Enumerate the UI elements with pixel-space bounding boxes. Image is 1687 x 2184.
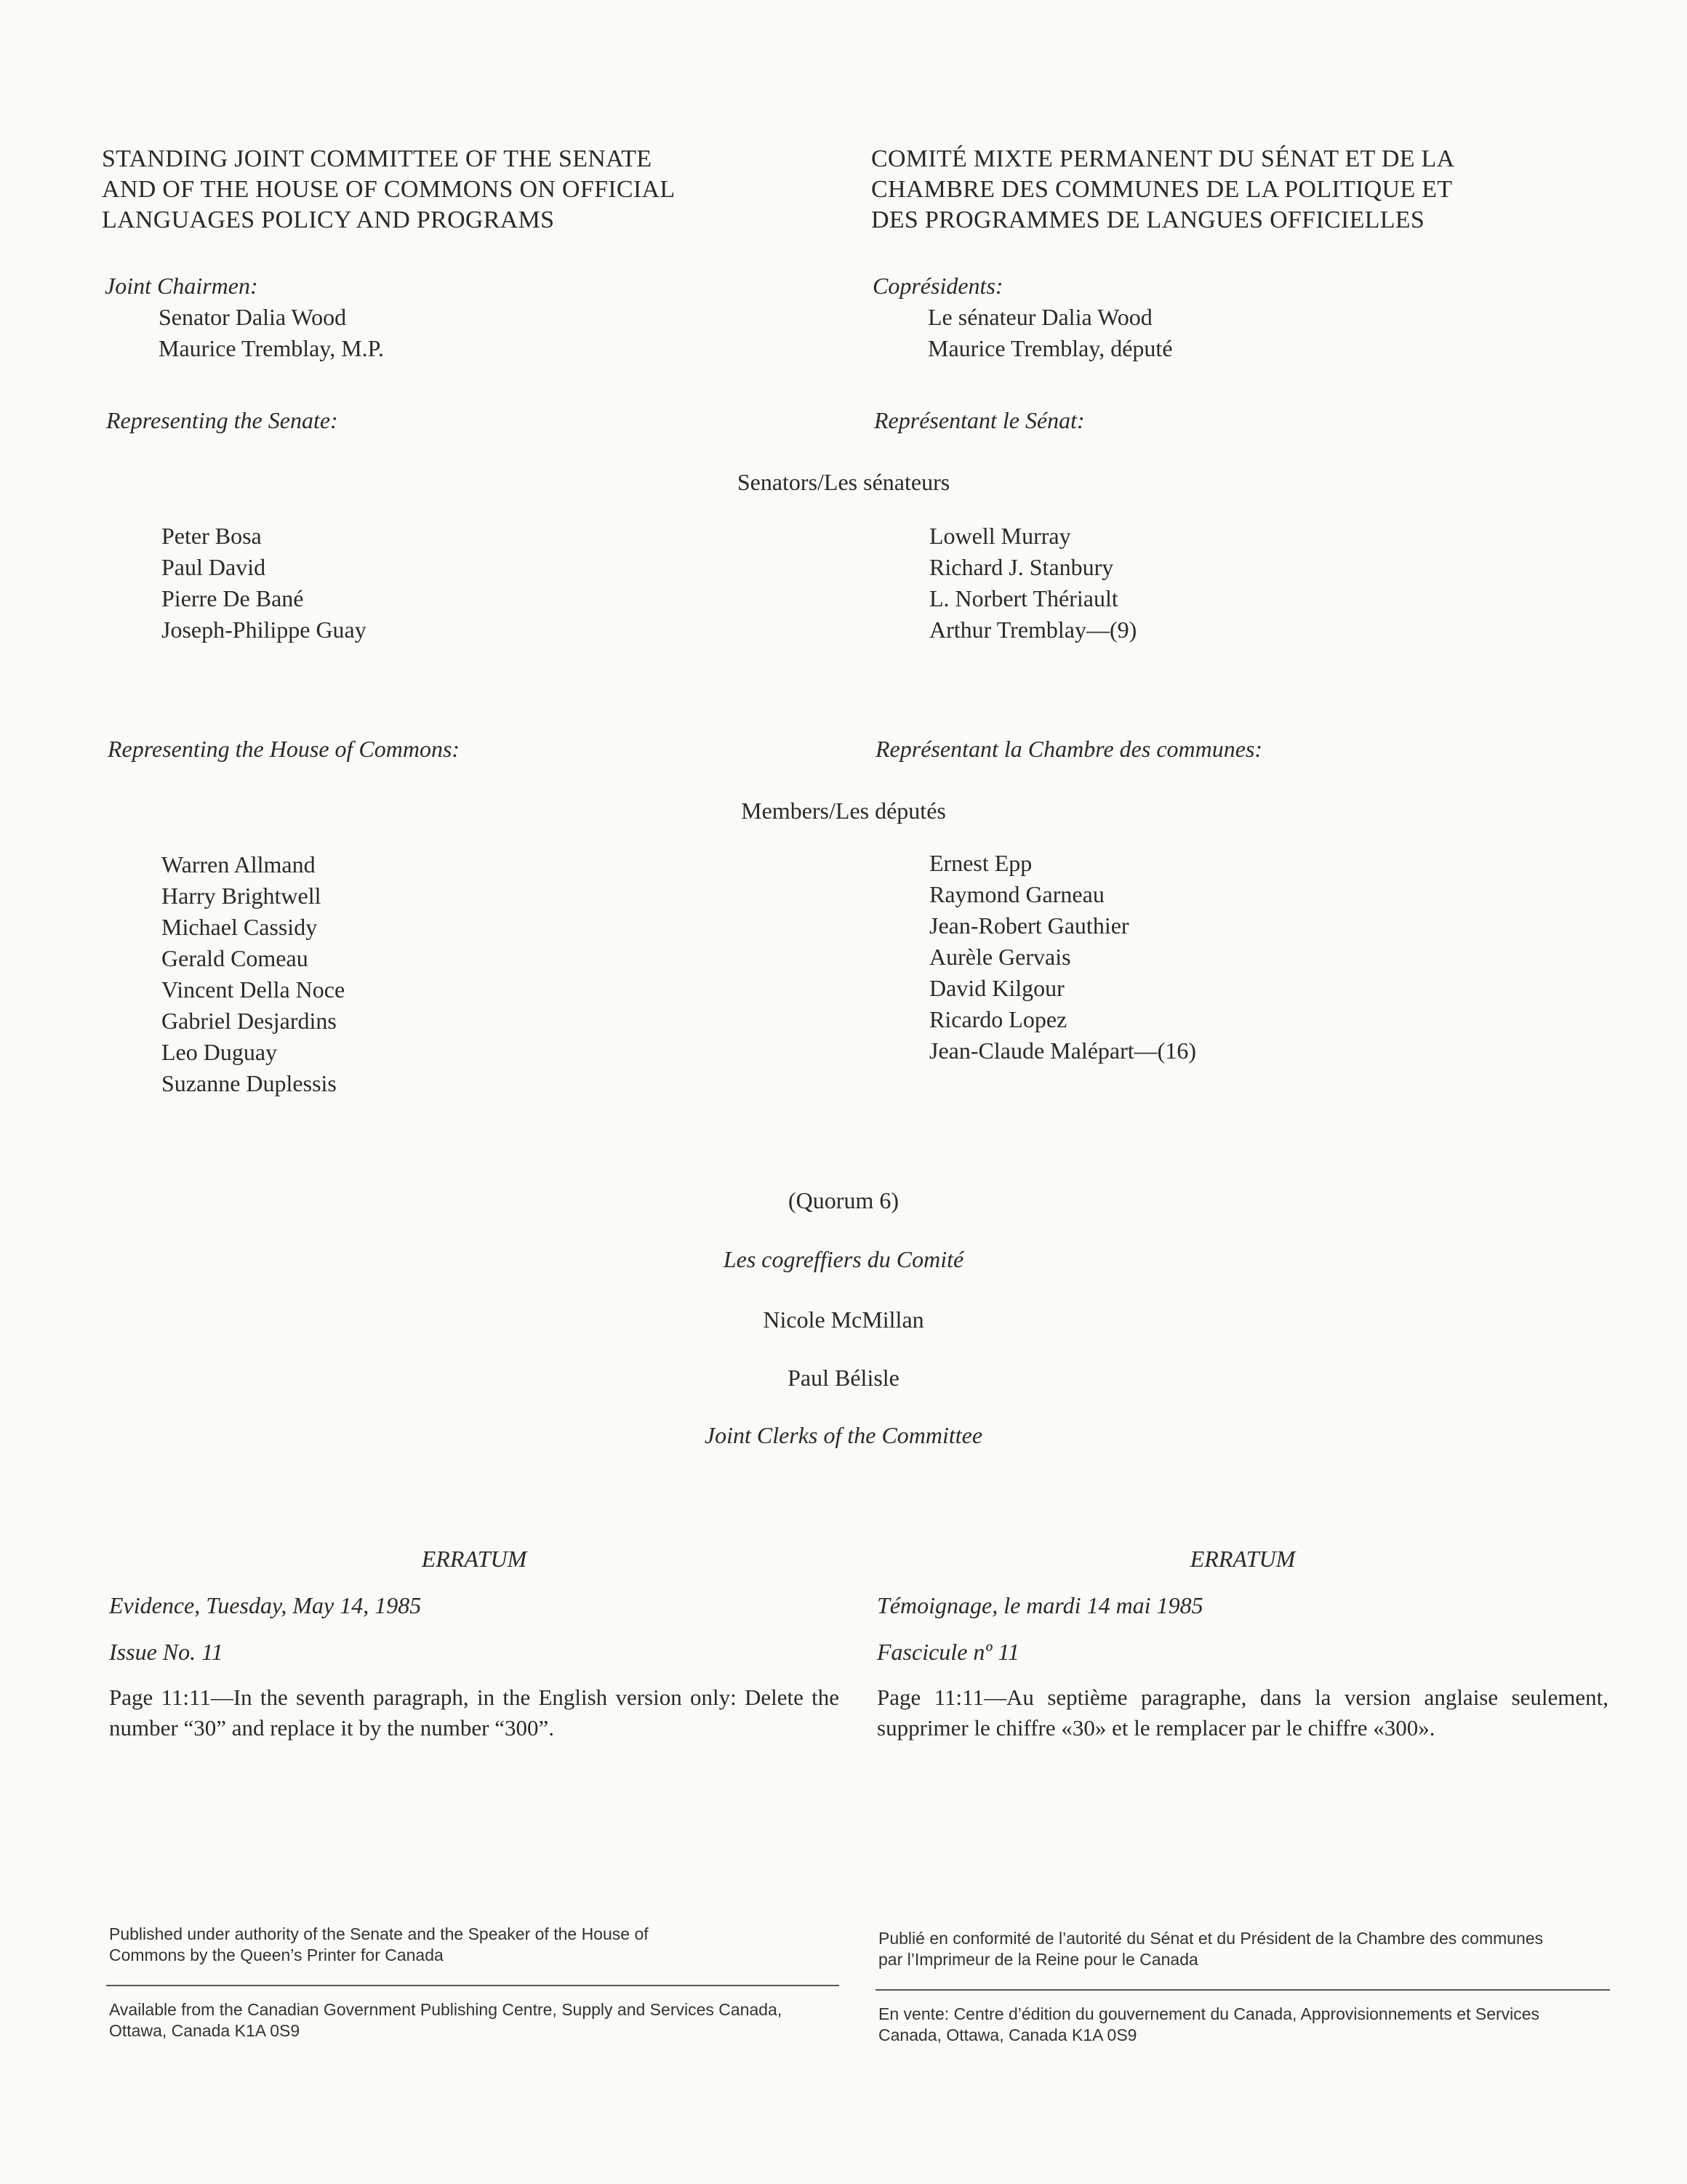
clerks-label-en: Joint Clerks of the Committee — [704, 1422, 983, 1448]
chair-name: Maurice Tremblay, M.P. — [159, 335, 384, 361]
members-heading: Members/Les députés — [741, 798, 946, 824]
list-item: Paul David — [161, 554, 266, 580]
erratum-line2-en: Issue No. 11 — [109, 1639, 223, 1665]
erratum-line2-fr: Fascicule nº 11 — [877, 1639, 1019, 1665]
members-right-list — [929, 848, 1196, 1067]
list-item: Aurèle Gervais — [929, 944, 1071, 970]
title-en-line: STANDING JOINT COMMITTEE OF THE SENATE — [102, 145, 652, 172]
list-item: Jean-Robert Gauthier — [929, 912, 1129, 939]
senate-label-en: Representing the Senate: — [106, 407, 338, 433]
list-item: Ernest Epp — [929, 850, 1033, 876]
chairs-fr — [928, 302, 1173, 364]
list-item: Michael Cassidy — [161, 914, 318, 940]
list-item: Warren Allmand — [161, 851, 316, 878]
list-item: Gabriel Desjardins — [161, 1008, 337, 1034]
list-item: Leo Duguay — [161, 1039, 278, 1065]
publisher-note-en: Published under authority of the Senate and the Speaker of the House of Commons by the Queen’s Printer for Canada — [109, 1924, 649, 1964]
clerk-name-1: Nicole McMillan — [763, 1306, 924, 1333]
title-fr-line: DES PROGRAMMES DE LANGUES OFFICIELLES — [871, 206, 1425, 233]
chair-name: Le sénateur Dalia Wood — [928, 304, 1153, 330]
commons-label-en: Representing the House of Commons: — [108, 736, 460, 762]
list-item: Joseph-Philippe Guay — [161, 617, 366, 643]
erratum-line1-en: Evidence, Tuesday, May 14, 1985 — [109, 1592, 422, 1618]
list-item: Ricardo Lopez — [929, 1006, 1067, 1032]
list-item: Suzanne Duplessis — [161, 1070, 337, 1096]
list-item: L. Norbert Thériault — [929, 585, 1118, 611]
chair-name: Senator Dalia Wood — [159, 304, 347, 330]
availability-note-en: Available from the Canadian Government Publishing Centre, Supply and Services Canada, Ottawa, Canada K1A 0S9 — [109, 2000, 782, 2040]
quorum: (Quorum 6) — [788, 1187, 899, 1213]
title-en — [102, 144, 829, 236]
clerks-label-fr: Les cogreffiers du Comité — [723, 1246, 964, 1272]
list-item: Lowell Murray — [929, 523, 1071, 549]
list-item: Peter Bosa — [161, 523, 262, 549]
list-item: Gerald Comeau — [161, 945, 308, 971]
footer-divider-fr — [875, 1989, 1610, 1991]
list-item: Harry Brightwell — [161, 883, 321, 909]
list-item: Raymond Garneau — [929, 881, 1105, 907]
clerk-name-2: Paul Bélisle — [788, 1365, 899, 1391]
availability-note-fr: En vente: Centre d’édition du gouvernement du Canada, Approvisionnements et Services Canada, Ottawa, Canada K1A 0S9 — [878, 2004, 1540, 2044]
senators-heading: Senators/Les sénateurs — [737, 469, 950, 495]
footer-divider-en — [106, 1985, 839, 1986]
senate-label-fr: Représentant le Sénat: — [874, 407, 1085, 433]
title-fr-line: CHAMBRE DES COMMUNES DE LA POLITIQUE ET — [871, 176, 1453, 203]
chairs-label-en: Joint Chairmen: — [105, 273, 258, 299]
erratum-text-fr: Page 11:11—Au septième paragraphe, dans la version anglaise seulement, supprimer le chiffre «30» et le remplacer par le chiffre «300». — [877, 1685, 1608, 1741]
senators-right-list — [929, 521, 1137, 646]
chairs-en — [159, 302, 384, 364]
erratum-title-en: ERRATUM — [421, 1546, 527, 1572]
title-en-line: AND OF THE HOUSE OF COMMONS ON OFFICIAL — [102, 176, 676, 203]
list-item: Vincent Della Noce — [161, 976, 345, 1003]
list-item: Pierre De Bané — [161, 585, 304, 611]
title-fr — [871, 144, 1627, 236]
publisher-note-fr: Publié en conformité de l’autorité du Sénat et du Président de la Chambre des communes par l’Imprimeur de la Reine pour le Canada — [878, 1929, 1544, 1969]
list-item: David Kilgour — [929, 975, 1065, 1001]
list-item: Richard J. Stanbury — [929, 554, 1114, 580]
erratum-text-en: Page 11:11—In the seventh paragraph, in the English version only: Delete the number “30” and replace it by the number “300”. — [109, 1685, 839, 1741]
title-fr-line: COMITÉ MIXTE PERMANENT DU SÉNAT ET DE LA — [871, 145, 1455, 172]
list-item: Jean-Claude Malépart—(16) — [929, 1037, 1196, 1064]
erratum-line1-fr: Témoignage, le mardi 14 mai 1985 — [877, 1592, 1203, 1618]
senators-left-list — [161, 521, 366, 646]
erratum-title-fr: ERRATUM — [1190, 1546, 1296, 1572]
chair-name: Maurice Tremblay, député — [928, 335, 1173, 361]
commons-label-fr: Représentant la Chambre des communes: — [875, 736, 1263, 762]
title-en-line: LANGUAGES POLICY AND PROGRAMS — [102, 206, 555, 233]
chairs-label-fr: Coprésidents: — [873, 273, 1003, 299]
list-item: Arthur Tremblay—(9) — [929, 617, 1137, 643]
members-left-list — [161, 849, 345, 1099]
